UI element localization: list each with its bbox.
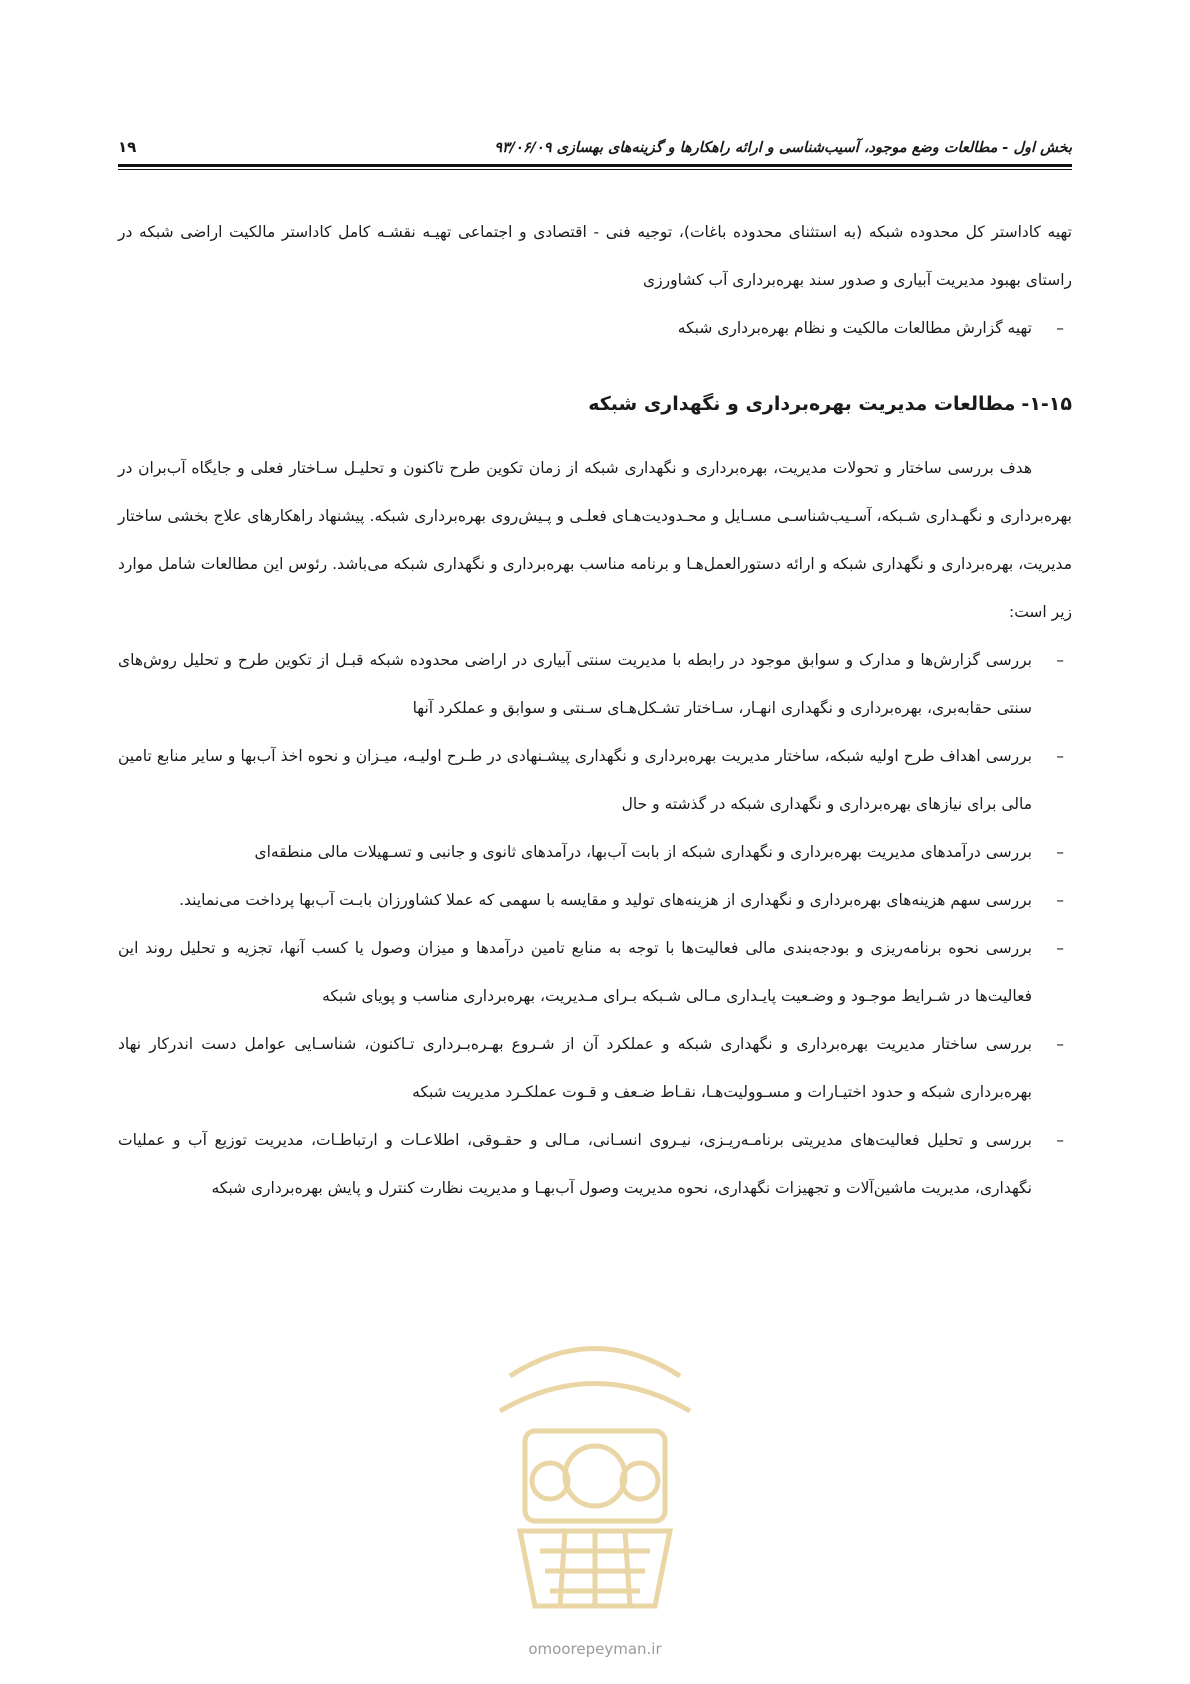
dash-bullet: – bbox=[1056, 891, 1064, 909]
dash-bullet: – bbox=[1056, 1131, 1064, 1149]
list-item bbox=[118, 1116, 1072, 1212]
dash-bullet: – bbox=[1056, 843, 1064, 861]
list-item-text: بررسی و تحلیل فعالیت‌های مدیریتی برنامـه‌ریـزی، نیـروی انسـانی، مـالی و حقـوقی، اطلاعـات و ارتباطـات، مدیریت توزیع آب و عملیات نگهداری، مدیریت ماشین‌آلات و تجهیزات نگهداری، نحوه مدیریت وصول آب‌بهـا و مدیریت نظارت کنترل و پایش بهره‌برداری شبکه bbox=[118, 1131, 1032, 1197]
list-item-text: بررسی اهداف طرح اولیه شبکه، ساختار مدیریت بهره‌برداری و نگهداری پیشـنهادی در طـرح اولیـه، میـزان و نحوه اخذ آب‌بها و سایر منابع تامین مالی برای نیازهای بهره‌برداری و نگهداری شبکه در گذشته و حال bbox=[118, 747, 1032, 813]
list-item-text: بررسی ساختار مدیریت بهره‌برداری و نگهداری شبکه و عملکرد آن از شـروع بهـره‌بـرداری تـاکنون، شناسـایی عوامل دست اندرکار نهاد بهره‌برداری شبکه و حدود اختیـارات و مسـوولیت‌هـا، نقـاط ضـعف و قـوت عملکـرد مدیریت شبکه bbox=[118, 1035, 1032, 1101]
list-item bbox=[118, 924, 1072, 1020]
dash-bullet: – bbox=[1056, 319, 1064, 337]
header-rule-thick bbox=[118, 164, 1072, 167]
list-item bbox=[118, 876, 1072, 924]
list-item bbox=[118, 1020, 1072, 1116]
watermark-logo bbox=[470, 1316, 720, 1646]
page-number: ۱۹ bbox=[118, 138, 137, 156]
intro-bullet-text: تهیه گزارش مطالعات مالکیت و نظام بهره‌برداری شبکه bbox=[677, 319, 1032, 337]
list-item-text: بررسی درآمدهای مدیریت بهره‌برداری و نگهداری شبکه از بابت آب‌بها، درآمدهای ثانوی و جانبی و تسـهیلات مالی منطقه‌ای bbox=[254, 843, 1032, 861]
intro-paragraph: تهیه کاداستر کل محدوده شبکه (به استثنای محدوده باغات)، توجیه فنی - اقتصادی و اجتماعی تهیـه نقشـه کامل کاداستر مالکیت اراضی شبکه در راستای بهبود مدیریت آبیاری و صدور سند بهره‌برداری آب کشاورزی bbox=[118, 223, 1072, 289]
watermark-site: omoorepeyman.ir bbox=[528, 1640, 662, 1658]
list-item bbox=[118, 636, 1072, 732]
dash-bullet: – bbox=[1056, 747, 1064, 765]
section-heading bbox=[118, 384, 1072, 424]
section-paragraph: هدف بررسی ساختار و تحولات مدیریت، بهره‌برداری و نگهداری شبکه از زمان تکوین طرح تاکنون و تحلیـل سـاختار فعلی و جایگاه آب‌بران در بهره‌برداری و نگهـداری شـبکه، آسـیب‌شناسـی مسـایل و محـدودیت‌هـای فعلـی و پـیش‌روی بهره‌برداری شبکه. پیشنهاد راهکارهای علاج بخشی ساختار مدیریت، بهره‌برداری و نگهداری شبکه و ارائه دستورالعمل‌هـا و برنامه مناسب بهره‌برداری و نگهداری شبکه می‌باشد. رئوس این مطالعات شامل موارد زیر است: bbox=[118, 459, 1072, 621]
page-content bbox=[118, 208, 1072, 1212]
list-item-text: بررسی گزارش‌ها و مدارک و سوابق موجود در رابطه با مدیریت سنتی آبیاری در اراضی محدوده شبکه قبـل از تکوین طرح و تحلیل روش‌های سنتی حقابه‌بری، بهره‌برداری و نگهداری انهـار، سـاختار تشـکل‌هـای سـنتی و سوابق و عملکرد آنها bbox=[118, 651, 1032, 717]
header-rule-thin bbox=[118, 169, 1072, 170]
page-header bbox=[118, 128, 1072, 156]
list-item bbox=[118, 732, 1072, 828]
section-number: ۱-۱۵- bbox=[1021, 393, 1072, 415]
dash-bullet: – bbox=[1056, 651, 1064, 669]
dash-bullet: – bbox=[1056, 1035, 1064, 1053]
section-list bbox=[118, 636, 1072, 1212]
dash-bullet: – bbox=[1056, 939, 1064, 957]
intro-bullet bbox=[118, 304, 1072, 352]
header-title: بخش اول - مطالعات وضع موجود، آسیب‌شناسی و ارائه راهکارها و گزینه‌های بهسازی ۹۳/۰۶/۰۹ bbox=[494, 140, 1072, 156]
list-item-text: بررسی سهم هزینه‌های بهره‌برداری و نگهداری از هزینه‌های تولید و مقایسه با سهمی که عملا کشاورزان بابـت آب‌بها پرداخت می‌نمایند. bbox=[179, 891, 1032, 909]
list-item-text: بررسی نحوه برنامه‌ریزی و بودجه‌بندی مالی فعالیت‌ها با توجه به منابع تامین درآمدها و میزان وصول یا کسب آنها، تجزیه و تحلیل روند این فعالیت‌ها در شـرایط موجـود و وضـعیت پایـداری مـالی شـبکه بـرای مـدیریت، بهره‌برداری مناسب و پویای شبکه bbox=[118, 939, 1032, 1005]
section-title: مطالعات مدیریت بهره‌برداری و نگهداری شبکه bbox=[588, 393, 1016, 415]
list-item bbox=[118, 828, 1072, 876]
